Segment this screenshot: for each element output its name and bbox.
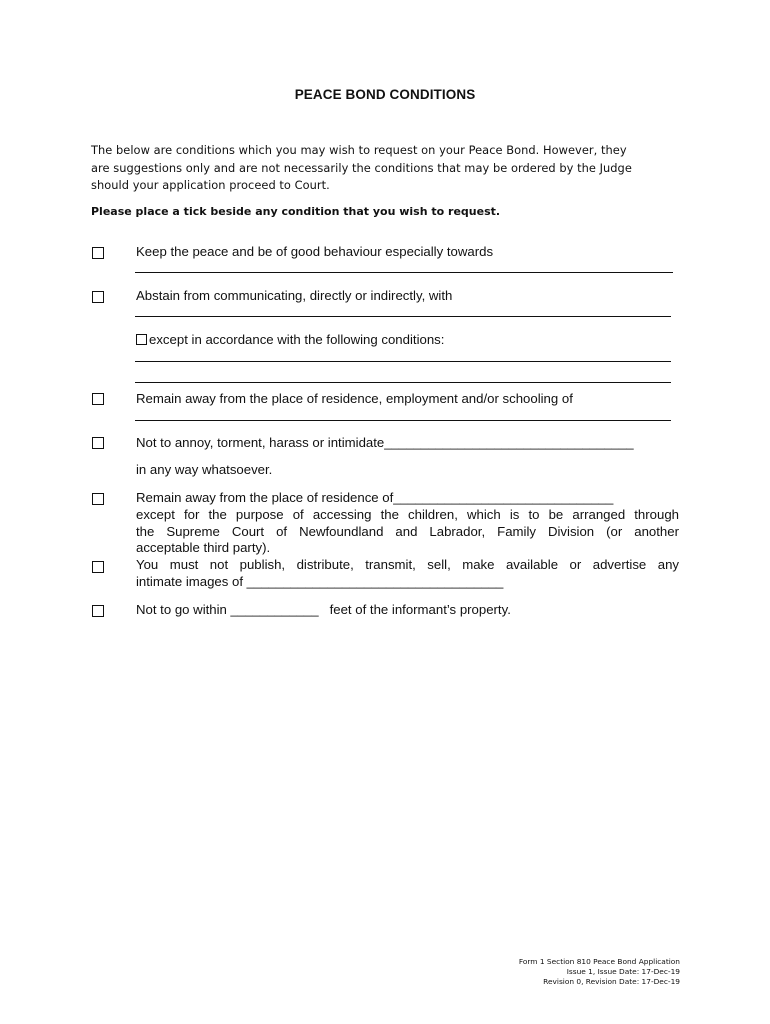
abstain-blank-line[interactable] — [135, 316, 671, 317]
residence-line: acceptable third party). — [136, 540, 271, 556]
residence-line: the Supreme Court of Newfoundland and Labrador, Family Division (or another — [136, 523, 679, 539]
keep-peace-checkbox[interactable] — [92, 247, 104, 259]
page-title: PEACE BOND CONDITIONS — [294, 87, 476, 102]
within-checkbox[interactable] — [92, 605, 104, 617]
within-suffix: feet of the informant’s property. — [329, 602, 511, 617]
images-line[interactable]: intimate images of ___________________________________ — [136, 573, 504, 589]
footer-form-name: Form 1 Section 810 Peace Bond Application — [518, 957, 680, 966]
residence-line: except for the purpose of accessing the children, which is to be arranged through — [136, 506, 679, 522]
residence-paragraph — [136, 490, 679, 557]
footer-revision: Revision 0, Revision Date: 17-Dec-19 — [543, 976, 680, 986]
not-annoy-row — [136, 435, 634, 452]
footer-issue: Issue 1, Issue Date: 17-Dec-19 — [566, 966, 680, 976]
images-paragraph — [136, 557, 679, 591]
within-prefix[interactable]: Not to go within ____________ — [136, 602, 319, 617]
remain-away-blank-line[interactable] — [135, 420, 671, 421]
intro-line: are suggestions only and are not necessarily the conditions that may be ordered by the Judge — [91, 160, 632, 175]
remain-away-checkbox[interactable] — [92, 393, 104, 405]
except-row — [136, 332, 444, 349]
residence-checkbox[interactable] — [92, 493, 104, 505]
residence-blank[interactable]: ______________________________ — [393, 490, 614, 505]
residence-text: Remain away from the place of residence of — [136, 490, 394, 505]
keep-peace-text: Keep the peace and be of good behaviour especially towards — [136, 244, 494, 259]
images-checkbox[interactable] — [92, 561, 104, 573]
in-any-way-text: in any way whatsoever. — [136, 462, 273, 477]
intro-line: The below are conditions which you may wish to request on your Peace Bond. However, they — [91, 143, 627, 157]
not-annoy-checkbox[interactable] — [92, 437, 104, 449]
except-checkbox[interactable] — [136, 334, 147, 345]
instruction-text: Please place a tick beside any condition that you wish to request. — [91, 205, 501, 218]
document-footer — [519, 957, 680, 986]
keep-peace-blank-line[interactable] — [135, 272, 673, 273]
within-row — [136, 602, 511, 619]
not-annoy-blank[interactable]: __________________________________ — [384, 435, 634, 450]
intro-paragraph — [91, 142, 681, 195]
except-text: except in accordance with the following conditions: — [149, 332, 445, 347]
images-line: You must not publish, distribute, transmit, sell, make available or advertise any — [136, 557, 679, 572]
not-annoy-text: Not to annoy, torment, harass or intimidate — [136, 435, 385, 450]
remain-away-text: Remain away from the place of residence, employment and/or schooling of — [136, 391, 573, 406]
residence-line — [136, 490, 679, 507]
except-blank-line-2[interactable] — [135, 382, 671, 383]
except-blank-line-1[interactable] — [135, 361, 671, 362]
intro-line: should your application proceed to Court. — [91, 178, 330, 192]
abstain-checkbox[interactable] — [92, 291, 104, 303]
abstain-text: Abstain from communicating, directly or indirectly, with — [136, 288, 453, 303]
